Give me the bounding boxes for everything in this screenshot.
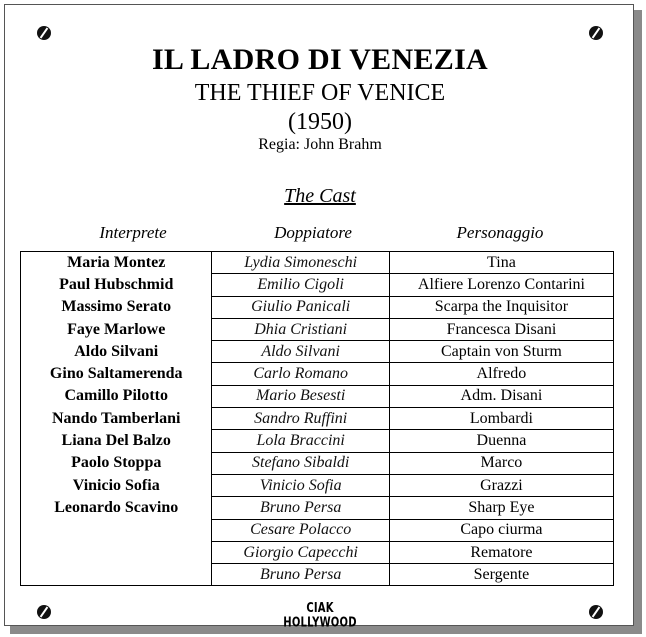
cell-character: Adm. Disani bbox=[389, 385, 613, 407]
cell-actor: Paul Hubschmid bbox=[21, 274, 212, 296]
cell-actor: Maria Montez bbox=[21, 252, 212, 274]
cell-character: Tina bbox=[389, 252, 613, 274]
cell-actor: Vinicio Sofia bbox=[21, 474, 212, 496]
cell-dubber: Lola Braccini bbox=[212, 430, 389, 452]
cell-dubber: Dhia Cristiani bbox=[212, 318, 389, 340]
cell-character: Rematore bbox=[389, 541, 613, 563]
cell-dubber: Sandro Ruffini bbox=[212, 408, 389, 430]
table-row bbox=[21, 408, 614, 430]
table-row bbox=[21, 252, 614, 274]
screw-icon bbox=[37, 26, 51, 40]
cell-actor bbox=[21, 541, 212, 563]
cell-character: Francesca Disani bbox=[389, 318, 613, 340]
cell-character: Grazzi bbox=[389, 474, 613, 496]
cast-table bbox=[20, 251, 614, 586]
table-row bbox=[21, 341, 614, 363]
table-row bbox=[21, 430, 614, 452]
cell-character: Alfredo bbox=[389, 363, 613, 385]
cell-character: Scarpa the Inquisitor bbox=[389, 296, 613, 318]
cell-dubber: Cesare Polacco bbox=[212, 519, 389, 541]
cell-dubber: Carlo Romano bbox=[212, 363, 389, 385]
cell-actor: Massimo Serato bbox=[21, 296, 212, 318]
ciak-hollywood-logo: CIAK HOLLYWOOD bbox=[283, 601, 357, 631]
cell-actor: Paolo Stoppa bbox=[21, 452, 212, 474]
screw-icon bbox=[37, 605, 51, 619]
cell-character: Lombardi bbox=[389, 408, 613, 430]
cast-heading: The Cast bbox=[284, 185, 356, 207]
cell-actor: Leonardo Scavino bbox=[21, 497, 212, 519]
title-english: THE THIEF OF VENICE bbox=[194, 80, 446, 106]
director-credit: Regia: John Brahm bbox=[258, 136, 382, 153]
table-row bbox=[21, 318, 614, 340]
cell-dubber: Mario Besesti bbox=[212, 385, 389, 407]
table-row bbox=[21, 274, 614, 296]
cell-dubber: Stefano Sibaldi bbox=[212, 452, 389, 474]
cell-dubber: Bruno Persa bbox=[212, 497, 389, 519]
cell-character: Duenna bbox=[389, 430, 613, 452]
release-year: (1950) bbox=[288, 109, 352, 135]
table-row bbox=[21, 385, 614, 407]
screw-icon bbox=[589, 26, 603, 40]
cell-dubber: Vinicio Sofia bbox=[212, 474, 389, 496]
cell-character: Sharp Eye bbox=[389, 497, 613, 519]
cell-actor: Gino Saltamerenda bbox=[21, 363, 212, 385]
cell-character: Captain von Sturm bbox=[389, 341, 613, 363]
cell-dubber: Lydia Simoneschi bbox=[212, 252, 389, 274]
cell-actor: Camillo Pilotto bbox=[21, 385, 212, 407]
cell-actor: Nando Tamberlani bbox=[21, 408, 212, 430]
table-row bbox=[21, 497, 614, 519]
table-row bbox=[21, 519, 614, 541]
cell-character: Sergente bbox=[389, 564, 613, 586]
table-row bbox=[21, 452, 614, 474]
column-header-dubber: Doppiatore bbox=[274, 223, 352, 242]
table-row bbox=[21, 363, 614, 385]
cell-actor bbox=[21, 519, 212, 541]
cast-plaque bbox=[4, 4, 634, 631]
table-row bbox=[21, 474, 614, 496]
cell-actor: Aldo Silvani bbox=[21, 341, 212, 363]
column-header-character: Personaggio bbox=[456, 223, 544, 242]
screw-icon bbox=[589, 605, 603, 619]
cell-dubber: Giorgio Capecchi bbox=[212, 541, 389, 563]
cell-dubber: Bruno Persa bbox=[212, 564, 389, 586]
cell-character: Marco bbox=[389, 452, 613, 474]
cell-character: Capo ciurma bbox=[389, 519, 613, 541]
cell-actor bbox=[21, 564, 212, 586]
table-row bbox=[21, 541, 614, 563]
cell-dubber: Giulio Panicali bbox=[212, 296, 389, 318]
cell-actor: Faye Marlowe bbox=[21, 318, 212, 340]
cell-dubber: Aldo Silvani bbox=[212, 341, 389, 363]
title-italian: IL LADRO DI VENEZIA bbox=[151, 43, 489, 76]
cell-dubber: Emilio Cigoli bbox=[212, 274, 389, 296]
table-row bbox=[21, 296, 614, 318]
table-row bbox=[21, 564, 614, 586]
cell-actor: Liana Del Balzo bbox=[21, 430, 212, 452]
cell-character: Alfiere Lorenzo Contarini bbox=[389, 274, 613, 296]
column-header-actor: Interprete bbox=[99, 223, 167, 242]
